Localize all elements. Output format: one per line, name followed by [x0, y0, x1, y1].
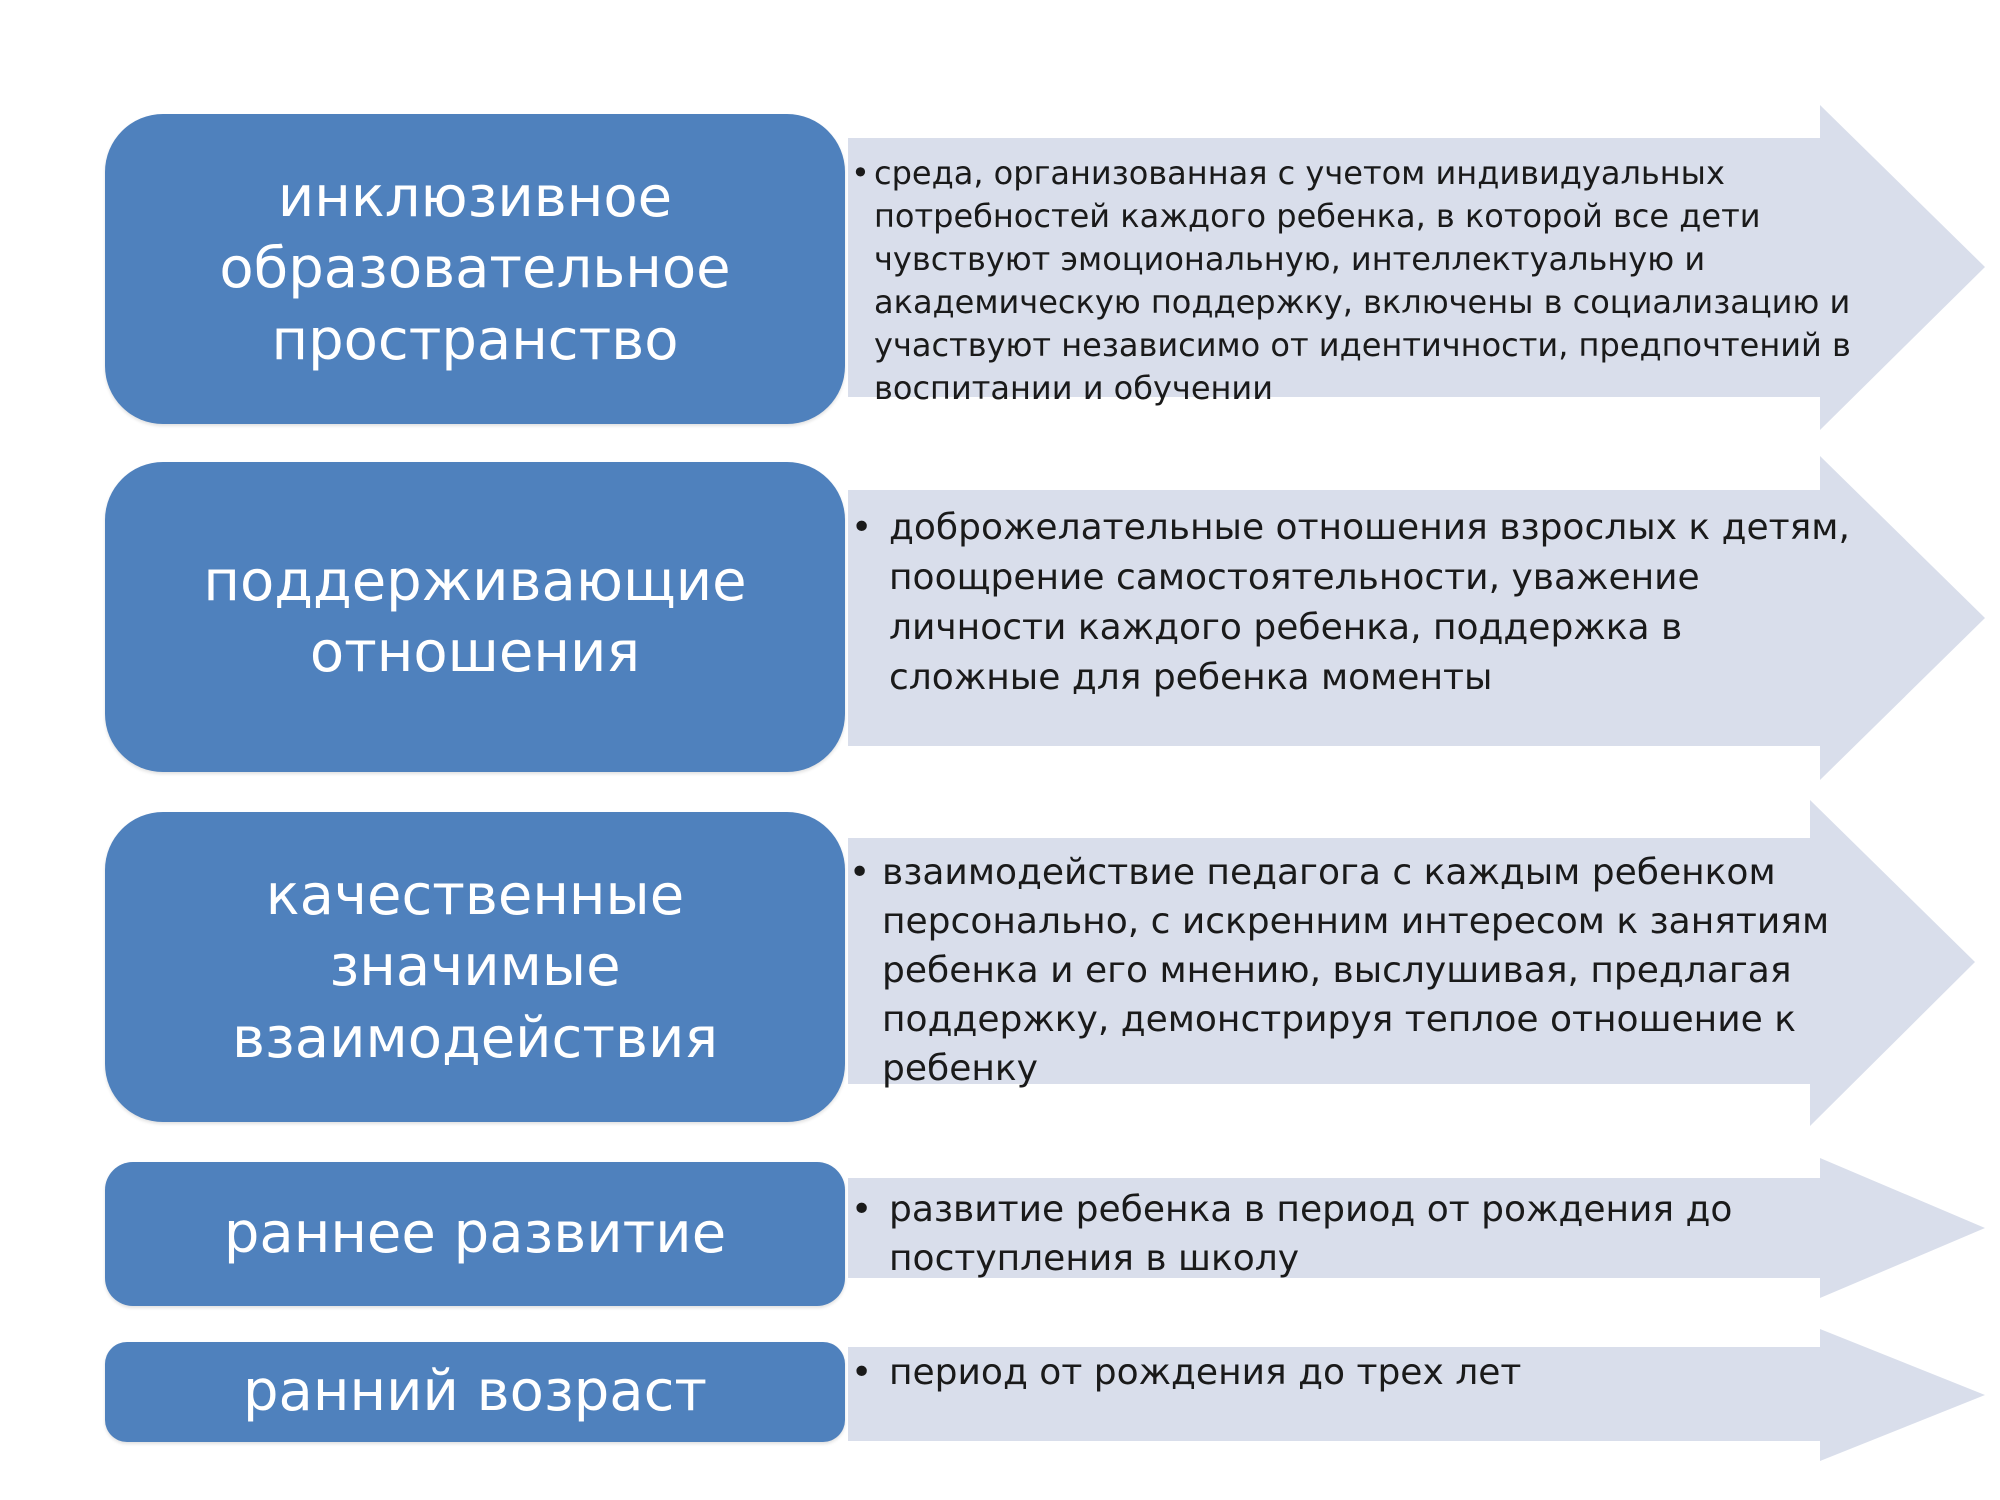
- term-box: [105, 812, 845, 1122]
- term-label: качественные значимые взаимодействия: [231, 863, 719, 1071]
- term-box: [105, 1342, 845, 1442]
- definition-row: [0, 1150, 2000, 1310]
- definition-text: развитие ребенка в период от рождения до поступления в школу: [889, 1189, 1733, 1279]
- definition-row: [0, 796, 2000, 1136]
- bullet-icon: •: [849, 852, 871, 893]
- bullet-icon: •: [851, 1352, 873, 1393]
- bullet-icon: •: [851, 1189, 873, 1230]
- term-box: [105, 462, 845, 772]
- definition-text: период от рождения до трех лет: [889, 1352, 1522, 1393]
- definition-text: среда, организованная с учетом индивидуальных потребностей каждого ребенка, в которой все дети чувствуют эмоциональную, интеллектуальную и академическую поддержку, включены в социализацию и участвуют независимо от идентичности, предпочтений в воспитании и обучении: [874, 154, 1851, 407]
- definition-row: [0, 448, 2000, 788]
- definition-item: [851, 503, 1861, 703]
- bullet-icon: •: [851, 507, 873, 548]
- bullet-icon: •: [851, 154, 870, 192]
- definition-text: взаимодействие педагога с каждым ребенком персонально, с искренним интересом к занятиям ребенка и его мнению, выслушивая, предлагая поддержку, демонстрируя теплое отношение к ребенку: [882, 852, 1830, 1089]
- definition-list: [851, 1348, 1861, 1397]
- definition-list: [851, 152, 1881, 410]
- definition-item: [849, 848, 1879, 1093]
- term-label: раннее развитие: [223, 1201, 727, 1267]
- definition-item: [851, 152, 1881, 410]
- definition-row: [0, 100, 2000, 440]
- definition-item: [851, 1185, 1861, 1283]
- term-label: инклюзивное образовательное пространство: [219, 165, 731, 373]
- definition-list: [851, 503, 1861, 703]
- definition-list: [851, 1185, 1861, 1283]
- term-label: ранний возраст: [243, 1359, 707, 1425]
- term-box: [105, 114, 845, 424]
- definition-row: [0, 1325, 2000, 1465]
- definition-list: [849, 848, 1879, 1093]
- definition-text: доброжелательные отношения взрослых к детям, поощрение самостоятельности, уважение личности каждого ребенка, поддержка в сложные для ребенка моменты: [889, 507, 1850, 698]
- definition-item: [851, 1348, 1861, 1397]
- term-box: [105, 1162, 845, 1306]
- term-label: поддерживающие отношения: [203, 548, 747, 685]
